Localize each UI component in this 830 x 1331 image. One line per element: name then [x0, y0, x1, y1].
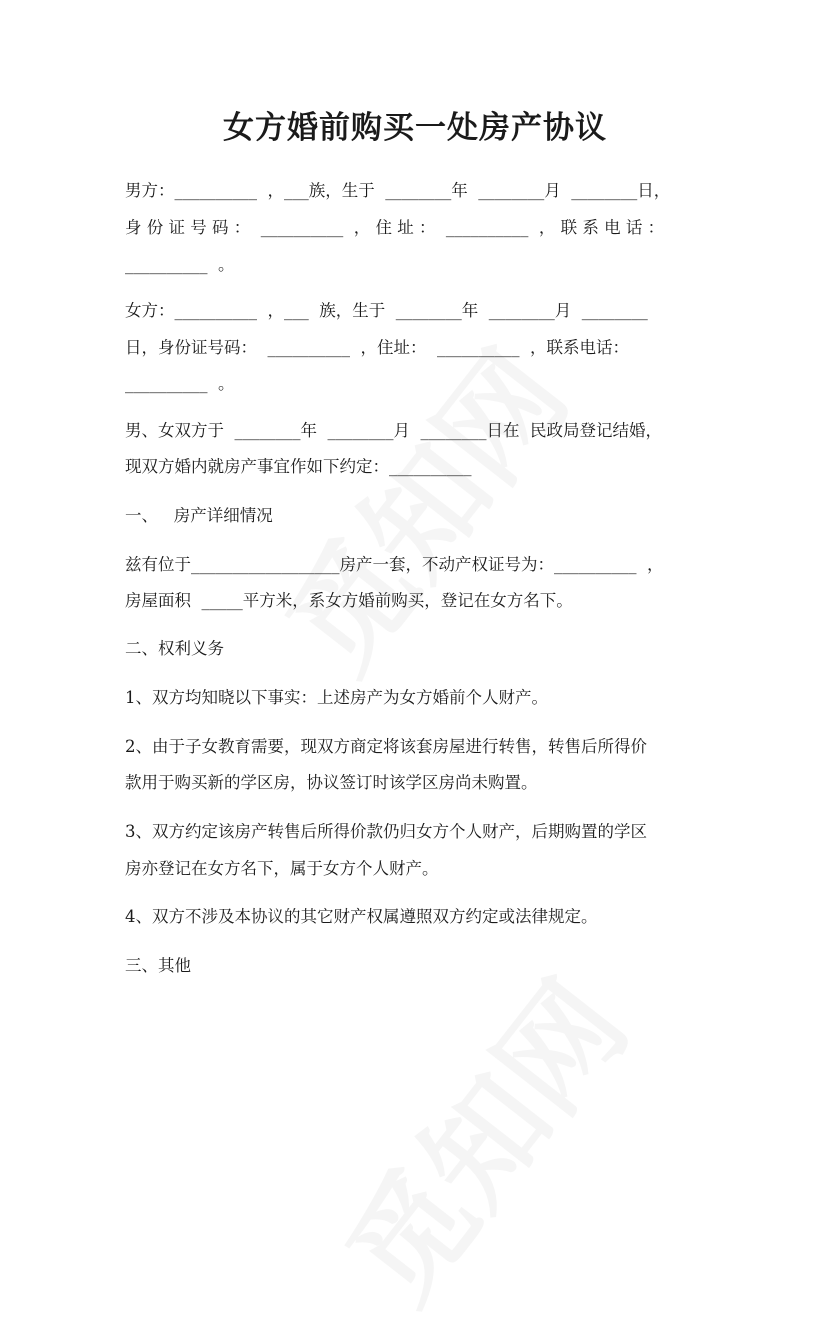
clause-3-line-1: 3、双方约定该房产转售后所得价款仍归女方个人财产，后期购置的学区 — [125, 822, 647, 841]
clause-4: 4、双方不涉及本协议的其它财产权属遵照双方约定或法律规定。 — [125, 907, 598, 926]
clause-2-line-1: 2、由于子女教育需要，现双方商定将该套房屋进行转售，转售后所得价 — [125, 737, 647, 756]
husband-info-line-3: __________ 。 — [125, 255, 235, 274]
property-line-2: 房屋面积 _____平方米，系女方婚前购买，登记在女方名下。 — [125, 591, 573, 610]
wife-info-line-2: 日，身份证号码： __________ ，住址： __________ ，联系电话： — [125, 338, 629, 357]
section-heading-3: 三、其他 — [125, 956, 191, 975]
watermark — [301, 941, 658, 1331]
property-line-1: 兹有位于__________________房产一套，不动产权证号为：__________ ， — [125, 555, 664, 574]
marriage-line-2: 现双方婚内就房产事宜作如下约定：__________ — [125, 457, 472, 476]
clause-3-line-2: 房亦登记在女方名下，属于女方个人财产。 — [125, 859, 439, 878]
marriage-line-1: 男、女双方于 ________年 ________月 ________日在 民政局登记结婚， — [125, 421, 662, 440]
section-heading-1: 一、 房产详细情况 — [125, 506, 273, 525]
wife-info-line-1: 女方：__________ ，___ 族，生于 ________年 ________月 ________ — [125, 301, 648, 320]
clause-2-line-2: 款用于购买新的学区房，协议签订时该学区房尚未购置。 — [125, 773, 538, 792]
clause-1: 1、双方均知晓以下事实：上述房产为女方婚前个人财产。 — [125, 688, 548, 707]
husband-info-line-2: 身 份 证 号 码 ： __________ ， 住 址 ： __________ ， 联 系 电 话 ： — [125, 218, 665, 237]
wife-info-line-3: __________ 。 — [125, 374, 235, 393]
husband-info-line-1: 男方：__________ ，___族，生于 ________年 ________月 ________日， — [125, 181, 671, 200]
section-heading-2: 二、权利义务 — [125, 639, 224, 658]
document-title: 女方婚前购买一处房产协议 — [223, 110, 607, 146]
